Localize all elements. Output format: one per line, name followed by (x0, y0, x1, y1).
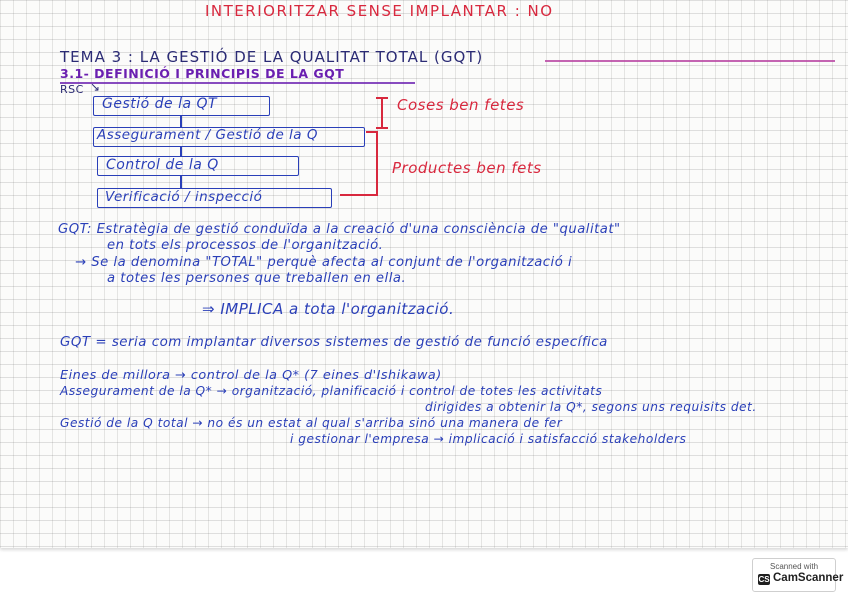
hierarchy-item-1: Gestió de la QT (102, 96, 218, 112)
rsc-label: RSC (60, 83, 84, 96)
bracket-top-vertical (381, 98, 383, 128)
scanner-brand: CamScanner (773, 572, 844, 584)
hierarchy-item-3: Control de la Q (106, 157, 219, 173)
note-line-4: Gestió de la Q total → no és un estat al qual s'arriba sinó una manera de fer (60, 416, 563, 430)
gqt-definition-line-4: a totes les persones que treballen en ella. (107, 271, 407, 286)
rsc-arrow-icon: ↘ (90, 80, 101, 94)
bracket-bottom-vertical (376, 131, 378, 196)
bracket-bottom-cap-b (340, 194, 378, 196)
bracket-top-cap-b (376, 127, 388, 129)
section-subtitle: 3.1- DEFINICIÓ I PRINCIPIS DE LA GQT (60, 66, 345, 81)
bracket-bottom-cap-a (366, 131, 378, 133)
gqt-definition-line-3: → Se la denomina "TOTAL" perquè afecta al conjunt de l'organització i (75, 255, 573, 270)
gqt-equals-line: GQT = seria com implantar diversos sistemes de gestió de funció específica (60, 335, 608, 350)
title-underline (545, 60, 835, 62)
note-line-5: i gestionar l'empresa → implicació i satisfacció stakeholders (290, 432, 687, 446)
gqt-definition-line-1: GQT: Estratègia de gestió conduïda a la creació d'una consciència de "qualitat" (58, 222, 621, 237)
camscanner-logo-icon: CS (758, 575, 770, 584)
note-line-1: Eines de millora → control de la Q* (7 eines d'Ishikawa) (60, 368, 442, 383)
bracket-top-cap-a (376, 97, 388, 99)
header-line: INTERIORITZAR SENSE IMPLANTAR : NO (205, 2, 554, 20)
gqt-definition-line-2: en tots els processos de l'organització. (107, 238, 384, 253)
implica-statement: ⇒ IMPLICA a tota l'organització. (202, 300, 455, 318)
page-title: TEMA 3 : LA GESTIÓ DE LA QUALITAT TOTAL (GQT) (60, 48, 484, 66)
hierarchy-item-2: Assegurament / Gestió de la Q (97, 127, 318, 143)
note-line-2: Assegurament de la Q* → organització, planificació i control de totes les activitats (60, 384, 603, 398)
scanner-caption: Scanned with (769, 562, 819, 571)
note-line-3: dirigides a obtenir la Q*, segons uns requisits det. (425, 400, 757, 414)
camscanner-badge (752, 558, 844, 592)
bracket-label-bottom: Productes ben fets (392, 159, 542, 177)
bracket-label-top: Coses ben fetes (397, 96, 525, 114)
subtitle-underline (60, 82, 415, 84)
hierarchy-item-4: Verificació / inspecció (105, 189, 263, 205)
